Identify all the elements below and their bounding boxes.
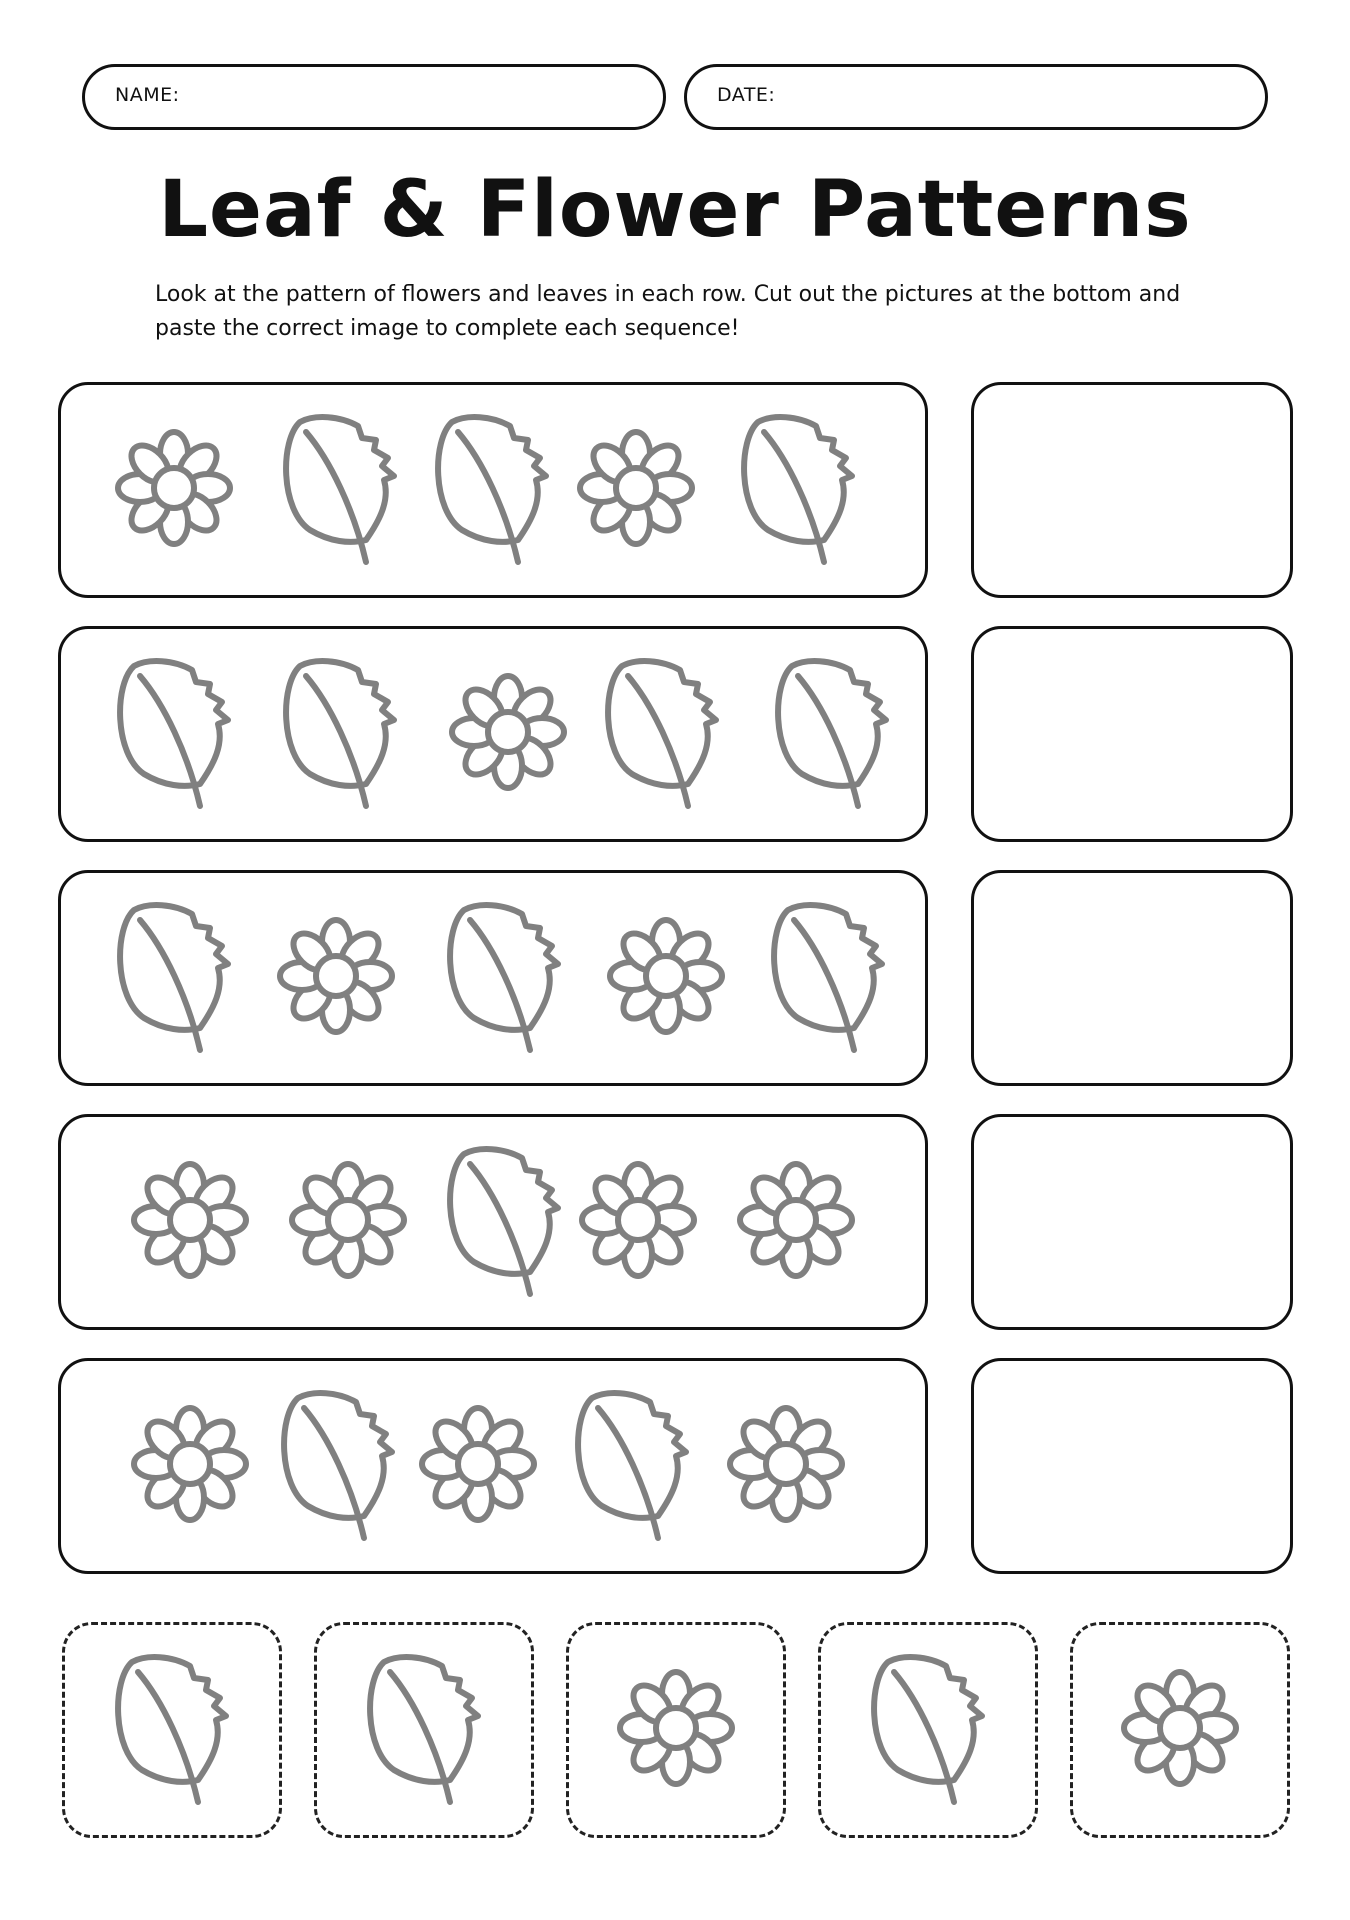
leaf-icon (104, 654, 244, 814)
flower-icon (716, 1386, 856, 1546)
answer-box[interactable] (971, 1114, 1293, 1330)
leaf-icon (858, 1650, 998, 1810)
leaf-icon (728, 410, 868, 570)
answer-box[interactable] (971, 382, 1293, 598)
answer-box[interactable] (971, 1358, 1293, 1574)
worksheet-title: Leaf & Flower Patterns (158, 165, 1192, 255)
answer-box[interactable] (971, 626, 1293, 842)
answer-box[interactable] (971, 870, 1293, 1086)
flower-icon (120, 1142, 260, 1302)
instructions-text: Look at the pattern of flowers and leaves in each row. Cut out the pictures at the bottom and paste the correct image to complete each sequence! (155, 282, 1181, 341)
leaf-icon (592, 654, 732, 814)
leaf-icon (434, 1142, 574, 1302)
date-field[interactable] (684, 64, 1268, 130)
flower-icon (726, 1142, 866, 1302)
leaf-icon (422, 410, 562, 570)
leaf-icon (762, 654, 902, 814)
leaf-icon (270, 410, 410, 570)
flower-icon (120, 1386, 260, 1546)
flower-icon (278, 1142, 418, 1302)
flower-icon (566, 410, 706, 570)
flower-icon (408, 1386, 548, 1546)
flower-icon (1110, 1650, 1250, 1810)
name-field[interactable] (82, 64, 666, 130)
leaf-icon (562, 1386, 702, 1546)
flower-icon (596, 898, 736, 1058)
leaf-icon (758, 898, 898, 1058)
flower-icon (104, 410, 244, 570)
flower-icon (266, 898, 406, 1058)
leaf-icon (102, 1650, 242, 1810)
name-label: NAME: (115, 84, 180, 106)
flower-icon (438, 654, 578, 814)
leaf-icon (434, 898, 574, 1058)
flower-icon (568, 1142, 708, 1302)
date-label: DATE: (717, 84, 776, 106)
leaf-icon (270, 654, 410, 814)
leaf-icon (268, 1386, 408, 1546)
leaf-icon (104, 898, 244, 1058)
flower-icon (606, 1650, 746, 1810)
leaf-icon (354, 1650, 494, 1810)
